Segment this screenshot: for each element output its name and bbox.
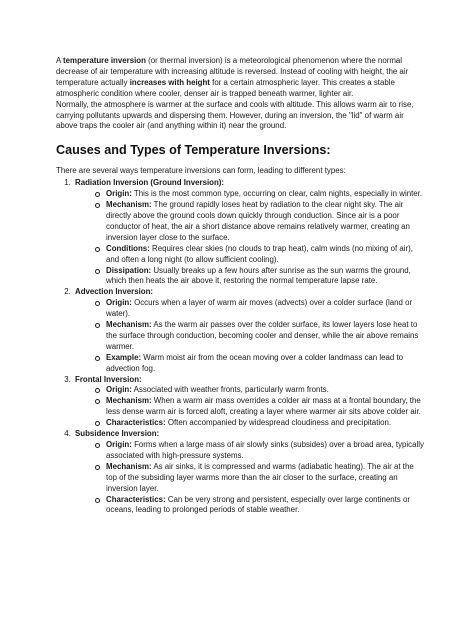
detail-label: Dissipation: [106,265,152,275]
detail-text: Can be very strong and persistent, especially over large continents or oceans, leading to prolonged periods of stable weather. [106,494,410,515]
detail-item [96,244,424,266]
term-temperature-inversion: temperature inversion [63,56,146,65]
detail-text: Associated with weather fronts, particularly warm fronts. [131,385,329,395]
detail-text: As air sinks, it is compressed and warms (adiabatic heating). The air at the top of the subsiding layer warms more than the air closer to the surface, creating an inversion layer. [106,461,414,493]
type-title: Radiation Inversion (Ground Inversion): [75,178,225,188]
type-details-list [75,189,424,287]
detail-text: Requires clear skies (no clouds to trap heat), calm winds (no mixing of air), and often a long night (to allow sufficient cooling). [106,243,413,264]
inversion-types-list [56,178,424,516]
detail-text: As the warm air passes over the colder surface, its lower layers lose heat to the surface through conduction, becoming cooler and denser, while the air above remains warmer. [106,320,419,351]
type-title: Subsidence Inversion: [75,429,160,439]
detail-label: Characteristics: [106,494,166,504]
detail-label: Origin: [106,385,132,395]
type-details-list [75,440,424,516]
detail-item [96,189,424,200]
detail-text: This is the most common type, occurring on clear, calm nights, especially in winter. [131,189,423,199]
intro-paragraph-definition [56,56,424,100]
detail-label: Mechanism: [106,396,152,406]
detail-label: Origin: [106,189,132,199]
detail-item [96,353,424,375]
detail-label: Mechanism: [106,200,152,210]
type-item-subsidence [73,429,424,516]
detail-label: Mechanism: [106,461,152,471]
intro-run: (or thermal inversion) is a meteorological phenomenon where the normal decrease of air temperature with increasing altitude is reversed. Instead of cooling with height, the air temperature actually [56,56,409,87]
detail-label: Mechanism: [106,320,152,330]
detail-item [96,396,424,418]
detail-text: The ground rapidly loses heat by radiation to the clear night sky. The air directly above the ground cools down quickly through conduction. Since air is a poor conductor of heat, the air a short distance above remains relatively warmer, creating an inversion layer close to the surface. [106,200,410,242]
document-body [56,56,424,516]
type-item-frontal [73,375,424,430]
intro-run: A [56,56,64,65]
detail-item [96,418,424,429]
intro-run: for a certain atmospheric layer. This creates a stable atmospheric condition where cooler, denser air is trapped beneath warmer, lighter air. [56,77,395,98]
type-item-advection [73,287,424,374]
detail-label: Characteristics: [106,418,166,428]
detail-text: Warm moist air from the ocean moving over a colder landmass can lead to advection fog. [106,352,404,373]
detail-item [96,385,424,396]
type-title: Frontal Inversion: [75,374,142,384]
detail-item [96,495,424,517]
detail-label: Origin: [106,298,132,308]
term-increases-with-height: increases with height [129,77,210,87]
detail-text: Forms when a large mass of air slowly sinks (subsides) over a broad area, typically associated with high-pressure systems. [106,440,424,460]
detail-text: When a warm air mass overrides a colder air mass at a frontal boundary, the less dense warm air is forced aloft, creating a layer where warmer air sits above colder air. [106,396,421,417]
detail-item [96,462,424,495]
intro-paragraph-normal: Normally, the atmosphere is warmer at the surface and cools with altitude. This allows warm air to rise, carrying pollutants upwards and dispersing them. However, during an inversion, the "lid" of warm air above traps the cooler air (and anything within it) near the ground. [56,99,414,131]
type-details-list [75,298,424,374]
detail-text: Occurs when a layer of warm air moves (advects) over a colder surface (land or water). [106,298,413,319]
type-details-list [75,385,424,429]
detail-text: Often accompanied by widespread cloudiness and precipitation. [165,418,392,428]
detail-label: Example: [106,352,142,362]
detail-item [96,440,424,462]
section-heading: Causes and Types of Temperature Inversions: [56,143,331,158]
detail-text: Usually breaks up a few hours after sunrise as the sun warms the ground, which then heats the air above it, restoring the normal temperature lapse rate. [106,265,411,286]
detail-item [96,320,424,353]
type-item-radiation [73,178,424,287]
detail-label: Origin: [106,440,132,449]
detail-item [96,266,424,288]
detail-label: Conditions: [106,243,150,253]
section-lead: There are several ways temperature inversions can form, leading to different types: [56,166,346,176]
intro-section [56,56,424,132]
detail-item [96,298,424,320]
type-title: Advection Inversion: [75,287,154,297]
detail-item [96,200,424,244]
